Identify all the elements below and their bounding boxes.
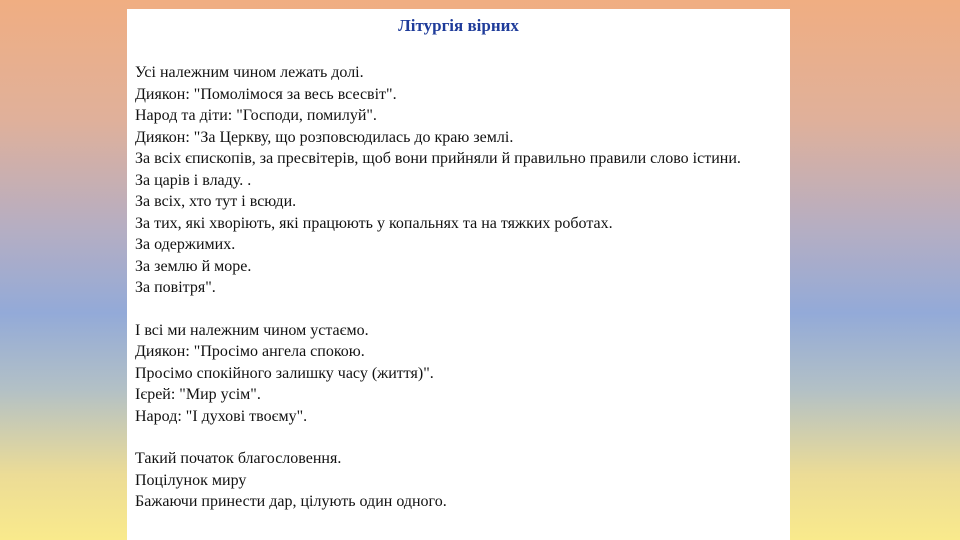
text-line: За всіх, хто тут і всюди. xyxy=(135,193,297,210)
paragraph-2 xyxy=(135,320,782,428)
text-line: Бажаючи принести дар, цілують один одного. xyxy=(135,493,447,510)
text-line: Диякон: "Просімо ангела спокою. xyxy=(135,343,365,360)
text-line: Народ та діти: "Господи, помилуй". xyxy=(135,107,377,124)
text-line: Такий початок благословення. xyxy=(135,450,342,467)
text-line: Диякон: "Помолімося за весь всесвіт". xyxy=(135,85,397,103)
text-line: За повітря". xyxy=(135,279,216,296)
text-line: За землю й море. xyxy=(135,257,252,275)
text-line: За тих, які хворіють, які працюють у копальнях та на тяжких роботах. xyxy=(135,214,613,232)
text-line: За царів і владу. . xyxy=(135,171,252,189)
document-title: Літургія вірних xyxy=(398,16,519,35)
text-line: Усі належним чином лежать долі. xyxy=(135,64,364,81)
text-line: Просімо спокійного залишку часу (життя)". xyxy=(135,364,434,382)
text-line: За всіх єпископів, за пресвітерів, щоб вони прийняли й правильно правили слово істини. xyxy=(135,150,741,167)
text-line: Ієрей: "Мир усім". xyxy=(135,386,261,403)
text-line: Народ: "І духові твоєму". xyxy=(135,407,308,425)
text-line: І всі ми належним чином устаємо. xyxy=(135,321,369,339)
document-page xyxy=(127,9,790,540)
paragraph-1 xyxy=(135,62,782,299)
text-line: Поцілунок миру xyxy=(135,471,247,489)
text-line: Диякон: "За Церкву, що розповсюдилась до краю землі. xyxy=(135,128,514,146)
text-line: За одержимих. xyxy=(135,236,236,253)
paragraph-3 xyxy=(135,448,782,513)
